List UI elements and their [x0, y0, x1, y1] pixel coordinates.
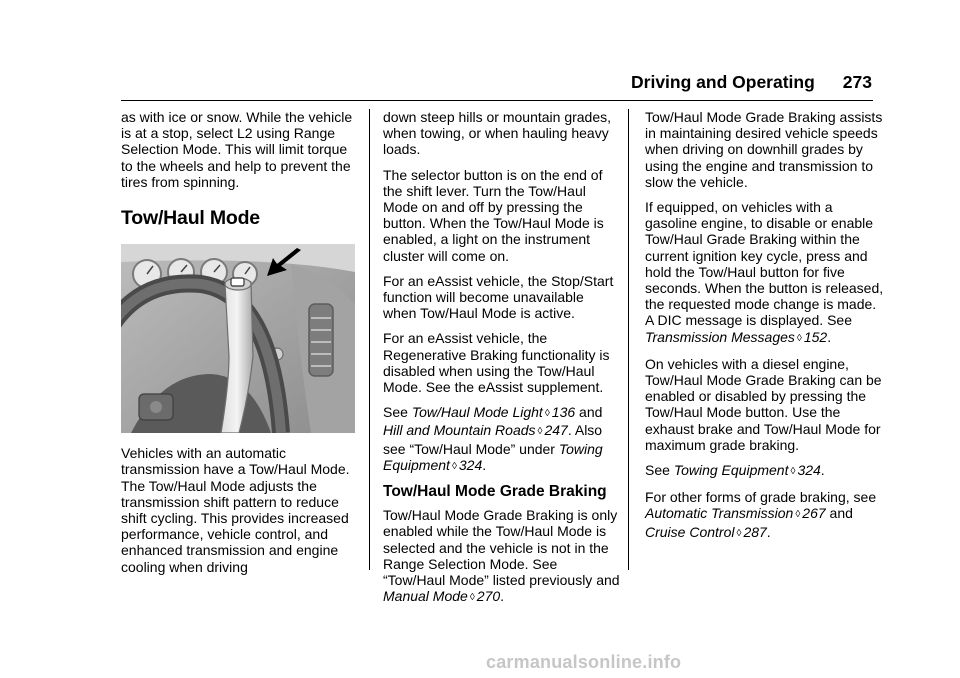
paragraph: For other forms of grade braking, see Automatic Transmission ◊ 267 and Cruise Control ◊ 287.	[645, 489, 877, 540]
page-ref-icon: ◊	[537, 426, 543, 438]
paragraph: Tow/Haul Mode Grade Braking assists in maintaining desired vehicle speeds when driving on downhill grades by using the engine and transmission to slow the vehicle.	[645, 109, 883, 190]
section-heading: Tow/Haul Mode	[121, 207, 260, 230]
cross-reference-page[interactable]: 267	[802, 505, 826, 522]
cross-reference-page[interactable]: 324	[797, 462, 821, 479]
cross-reference-page[interactable]: 287	[743, 523, 767, 540]
cross-reference-link[interactable]: Towing Equipment	[383, 440, 603, 473]
column-1	[121, 109, 359, 584]
subsection-heading: Tow/Haul Mode Grade Braking	[383, 483, 607, 501]
cross-reference-page[interactable]: 247	[544, 422, 568, 439]
paragraph: as with ice or snow. While the vehicle is at a stop, select L2 using Range Selection Mode. This will limit torque to the wheels and help to prevent the tires from spinning.	[121, 109, 353, 190]
paragraph: The selector button is on the end of the shift lever. Turn the Tow/Haul Mode on and off by pressing the button. When the Tow/Haul Mode is enabled, a light on the instrument cluster will come on.	[383, 166, 604, 264]
paragraph: down steep hills or mountain grades, when towing, or when hauling heavy loads.	[383, 109, 612, 158]
column-3	[645, 109, 885, 551]
cross-reference-link[interactable]: Cruise Control	[645, 523, 735, 540]
cross-reference-link[interactable]: Manual Mode	[383, 588, 468, 605]
watermark: carmanualsonline.info	[486, 652, 682, 672]
page-ref-icon: ◊	[451, 460, 457, 472]
page-ref-icon: ◊	[736, 527, 742, 539]
cross-reference-link[interactable]: Tow/Haul Mode Light	[411, 404, 543, 421]
paragraph: See Towing Equipment ◊ 324.	[645, 462, 825, 479]
cross-reference-page[interactable]: 136	[551, 404, 576, 421]
column-2	[383, 109, 621, 615]
page-ref-icon: ◊	[795, 509, 801, 521]
page-number: 273	[842, 72, 872, 92]
paragraph: If equipped, on vehicles with a gasoline engine, to disable or enable Tow/Haul Grade Braking within the current ignition key cycle, press and hold the Tow/Haul button for five seconds. When the button is released, the requested mode change is made. A DIC message is displayed. See Transmission Messages ◊ 152.	[645, 199, 884, 345]
cross-reference-page[interactable]: 324	[458, 456, 483, 473]
paragraph: For an eAssist vehicle, the Regenerative Braking functionality is disabled when using the Tow/Haul Mode. See the eAssist supplement.	[383, 330, 610, 396]
cross-reference-link[interactable]: Hill and Mountain Roads	[383, 422, 536, 439]
column-divider	[369, 109, 370, 570]
page-ref-icon: ◊	[469, 592, 475, 604]
paragraph: For an eAssist vehicle, the Stop/Start function will become unavailable when Tow/Haul Mode is active.	[383, 272, 614, 322]
cross-reference-link[interactable]: Towing Equipment	[673, 462, 789, 479]
page-header	[631, 72, 872, 98]
paragraph: On vehicles with a diesel engine, Tow/Haul Mode Grade Braking can be enabled or disabled by pressing the Tow/Haul Mode button. Use the exhaust brake and Tow/Haul Mode for maximum grade braking.	[645, 355, 882, 453]
section-title: Driving and Operating	[631, 72, 815, 92]
paragraph: Vehicles with an automatic transmission have a Tow/Haul Mode. The Tow/Haul Mode adjusts the transmission shift pattern to reduce shift cycling. This provides increased performance, vehicle control, and enhanced transmission and engine cooling when driving	[121, 445, 350, 575]
page-ref-icon: ◊	[544, 408, 550, 420]
page-ref-icon: ◊	[790, 466, 796, 478]
paragraph: Tow/Haul Mode Grade Braking is only enabled while the Tow/Haul Mode is selected and the vehicle is not in the Range Selection Mode. See “Tow/Haul Mode” listed previously and Manual Mode ◊ 270.	[383, 507, 620, 605]
cross-reference-page[interactable]: 270	[476, 588, 501, 605]
column-divider	[628, 109, 629, 570]
paragraph: See Tow/Haul Mode Light ◊ 136 and Hill and Mountain Roads ◊ 247. Also see “Tow/Haul Mode” under Towing Equipment ◊ 324.	[383, 404, 603, 473]
page-ref-icon: ◊	[796, 332, 802, 344]
cross-reference-page[interactable]: 152	[803, 328, 828, 345]
cross-reference-link[interactable]: Automatic Transmission	[645, 505, 794, 522]
tow-haul-button-illustration	[121, 244, 355, 433]
header-rule	[121, 100, 873, 101]
cross-reference-link[interactable]: Transmission Messages	[645, 328, 795, 345]
